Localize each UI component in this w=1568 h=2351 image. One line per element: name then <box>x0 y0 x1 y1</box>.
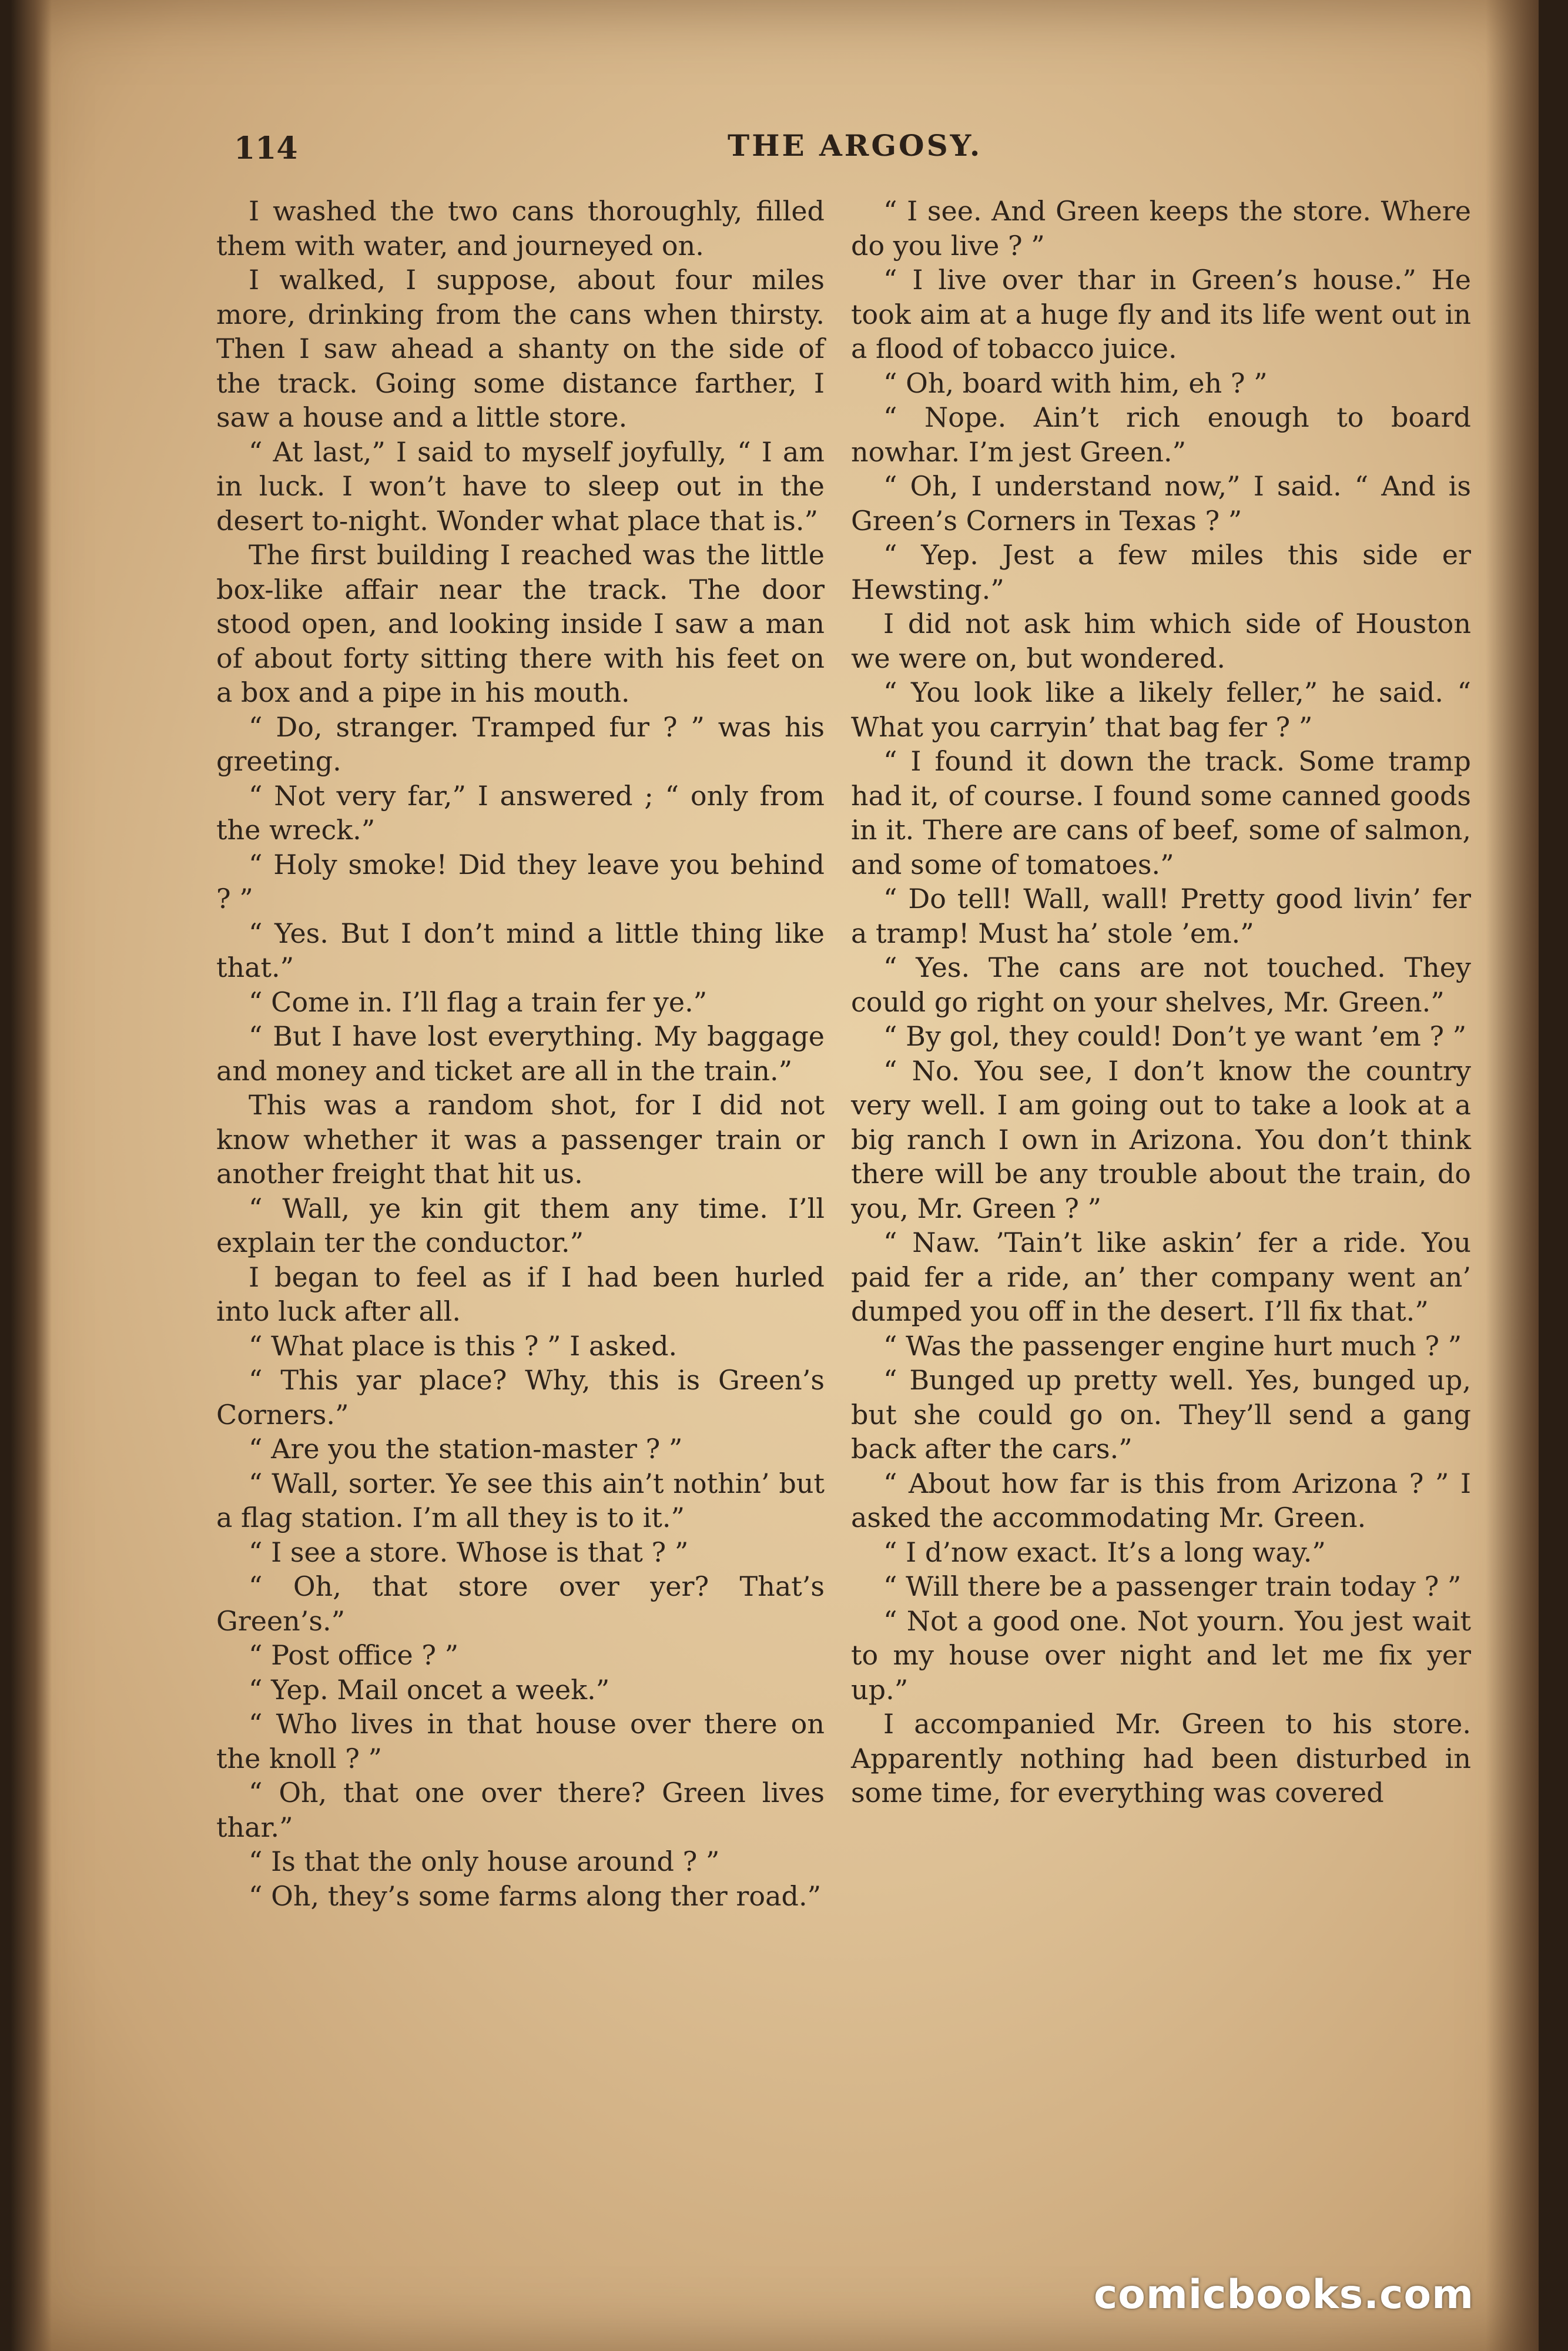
paragraph: “ Oh, I understand now,” I said. “ And is Green’s Corners in Texas ? ” <box>851 470 1471 537</box>
paragraph: “ You look like a likely feller,” he said. “ What you carryin’ that bag fer ? ” <box>851 677 1471 743</box>
paragraph: “ Wall, sorter. Ye see this ain’t nothin’ but a flag station. I’m all they is to it.” <box>216 1467 825 1533</box>
paragraph: I began to feel as if I had been hurled into luck after all. <box>216 1261 825 1327</box>
paragraph: “ Oh, that one over there? Green lives thar.” <box>216 1777 825 1843</box>
paragraph: “ Yep. Jest a few miles this side er Hewsting.” <box>851 539 1471 605</box>
paragraph: I did not ask him which side of Houston we were on, but wondered. <box>851 608 1471 674</box>
running-head: THE ARGOSY. <box>728 128 983 163</box>
right-text-column <box>851 194 1471 1810</box>
paragraph: “ Yes. The cans are not touched. They could go right on your shelves, Mr. Green.” <box>851 952 1471 1018</box>
paragraph: “ Wall, ye kin git them any time. I’ll explain ter the conductor.” <box>216 1192 825 1258</box>
paragraph: “ Is that the only house around ? ” <box>249 1846 720 1877</box>
paragraph: “ I see. And Green keeps the store. Where do you live ? ” <box>851 195 1471 262</box>
paragraph: “ No. You see, I don’t know the country very well. I am going out to take a look at a big ranch I own in Arizona. You don’t think there will be any trouble about the train, do you, Mr. Green ? ” <box>851 1054 1471 1224</box>
paragraph: “ Post office ? ” <box>249 1639 459 1671</box>
paragraph: “ Will there be a passenger train today ? ” <box>883 1570 1462 1602</box>
magazine-page <box>11 0 1539 2351</box>
paragraph: “ Do tell! Wall, wall! Pretty good livin’ fer a tramp! Must ha’ stole ’em.” <box>851 883 1471 949</box>
paragraph: “ Was the passenger engine hurt much ? ” <box>883 1329 1462 1362</box>
paragraph: “ Yes. But I don’t mind a little thing like that.” <box>216 917 825 983</box>
paragraph: “ Who lives in that house over there on the knoll ? ” <box>216 1708 825 1774</box>
paragraph: “ I d’now exact. It’s a long way.” <box>883 1536 1326 1568</box>
page-edge-shadow <box>1486 0 1539 2351</box>
paragraph: “ Nope. Ain’t rich enough to board nowhar. I’m jest Green.” <box>851 401 1471 468</box>
paragraph: “ Come in. I’ll flag a train fer ye.” <box>249 986 708 1018</box>
page-binding-shadow <box>11 0 52 2351</box>
paragraph: “ Not a good one. Not yourn. You jest wait to my house over night and let me fix yer up.” <box>851 1605 1471 1706</box>
paragraph: “ I found it down the track. Some tramp had it, of course. I found some canned goods in it. There are cans of beef, some of salmon, and some of tomatoes.” <box>851 745 1471 880</box>
paragraph: “ Oh, board with him, eh ? ” <box>883 367 1268 399</box>
left-text-column <box>216 194 825 1913</box>
paragraph: “ Yep. Mail oncet a week.” <box>249 1673 610 1706</box>
paragraph: I accompanied Mr. Green to his store. Apparently nothing had been disturbed in some time, for everything was covered <box>851 1708 1471 1809</box>
watermark-text: comicbooks.com <box>1093 2272 1474 2318</box>
paragraph: I walked, I suppose, about four miles more, drinking from the cans when thirsty. Then I saw ahead a shanty on the side of the track. Going some distance farther, I saw a house and a little store. <box>216 264 825 433</box>
paragraph: “ This yar place? Why, this is Green’s Corners.” <box>216 1364 825 1431</box>
paragraph: “ Oh, that store over yer? That’s Green’s.” <box>216 1570 825 1637</box>
paragraph: “ At last,” I said to myself joyfully, “ I am in luck. I won’t have to sleep out in the desert to-night. Wonder what place that is.” <box>216 436 825 537</box>
paragraph: “ Oh, they’s some farms along ther road.” <box>249 1880 822 1912</box>
paragraph: “ Naw. ’Tain’t like askin’ fer a ride. You paid fer a ride, an’ ther company went an’ dumped you off in the desert. I’ll fix that.” <box>851 1227 1471 1327</box>
paragraph: “ I see a store. Whose is that ? ” <box>249 1536 689 1568</box>
paragraph: This was a random shot, for I did not know whether it was a passenger train or another freight that hit us. <box>216 1089 825 1190</box>
paragraph: “ Do, stranger. Tramped fur ? ” was his greeting. <box>216 711 825 777</box>
paragraph: “ I live over thar in Green’s house.” He took aim at a huge fly and its life went out in a flood of tobacco juice. <box>851 264 1471 364</box>
paragraph: “ Not very far,” I answered ; “ only from the wreck.” <box>216 779 825 846</box>
paragraph: “ Are you the station-master ? ” <box>249 1433 683 1465</box>
paragraph: “ But I have lost everything. My baggage and money and ticket are all in the train.” <box>216 1020 825 1087</box>
paragraph: “ About how far is this from Arizona ? ” I asked the accommodating Mr. Green. <box>851 1467 1471 1533</box>
paragraph: I washed the two cans thoroughly, filled them with water, and journeyed on. <box>216 195 825 262</box>
paragraph: “ Holy smoke! Did they leave you behind ? ” <box>216 848 825 915</box>
paragraph: “ By gol, they could! Don’t ye want ’em ? ” <box>883 1020 1467 1052</box>
paragraph: “ Bunged up pretty well. Yes, bunged up, but she could go on. They’ll send a gang back after the cars.” <box>851 1364 1471 1465</box>
page-number: 114 <box>234 130 298 166</box>
paragraph: The first building I reached was the little box-like affair near the track. The door stood open, and looking inside I saw a man of about forty sitting there with his feet on a box and a pipe in his mouth. <box>216 539 825 708</box>
paragraph: “ What place is this ? ” I asked. <box>249 1329 678 1362</box>
